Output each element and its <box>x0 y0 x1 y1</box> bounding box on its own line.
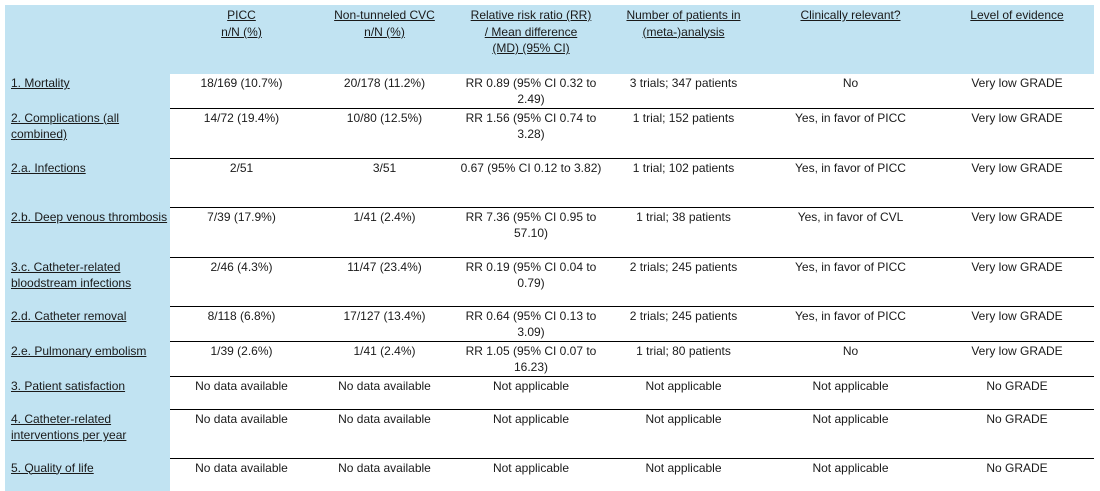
patients-value: Not applicable <box>606 376 761 409</box>
risk-ratio-value: RR 1.56 (95% CI 0.74 to 3.28) <box>456 108 606 158</box>
evidence-table <box>5 5 1094 491</box>
cvc-value: 11/47 (23.4%) <box>313 257 456 306</box>
picc-value: 18/169 (10.7%) <box>200 75 283 90</box>
evidence-value: No GRADE <box>940 376 1094 409</box>
outcome-label: 2.d. Catheter removal <box>5 306 170 341</box>
risk-ratio-value: RR 0.89 (95% CI 0.32 to 2.49) <box>465 75 597 106</box>
header-evidence: Level of evidence <box>940 5 1094 74</box>
cvc-value: 17/127 (13.4%) <box>313 306 456 341</box>
evidence-value: No GRADE <box>940 409 1094 458</box>
relevance-value: Yes, in favor of PICC <box>761 306 940 341</box>
header-picc: PICC n/N (%) <box>170 5 313 74</box>
patients-value: 3 trials; 347 patients <box>629 75 738 90</box>
risk-ratio-value: Not applicable <box>456 376 606 409</box>
picc-value: No data available <box>170 376 313 409</box>
evidence-value: Very low GRADE <box>940 207 1094 257</box>
relevance-value: Yes, in favor of PICC <box>761 108 940 158</box>
cvc-value: No data available <box>313 409 456 458</box>
picc-value: 2/46 (4.3%) <box>170 257 313 306</box>
picc-value: 2/51 <box>170 158 313 207</box>
header-cvc: Non-tunneled CVC n/N (%) <box>313 5 456 74</box>
outcome-label: 2.a. Infections <box>5 158 170 207</box>
table-row <box>5 74 1094 109</box>
patients-value: 1 trial; 38 patients <box>606 207 761 257</box>
relevance-value: Yes, in favor of CVL <box>761 207 940 257</box>
cvc-value: 10/80 (12.5%) <box>313 108 456 158</box>
risk-ratio-value: RR 1.05 (95% CI 0.07 to 16.23) <box>456 341 606 376</box>
header-risk-ratio: Relative risk ratio (RR) / Mean difference (MD) (95% CI) <box>456 5 606 74</box>
relevance-value: Not applicable <box>761 409 940 458</box>
outcome-label: 3. Patient satisfaction <box>5 376 170 409</box>
evidence-value: Very low GRADE <box>971 75 1063 90</box>
header-patients: Number of patients in (meta-)analysis <box>606 5 761 74</box>
outcome-label: 1. Mortality <box>5 74 170 109</box>
table-row <box>5 341 1094 376</box>
risk-ratio-value: RR 0.64 (95% CI 0.13 to 3.09) <box>456 306 606 341</box>
evidence-value: Very low GRADE <box>940 108 1094 158</box>
table-row <box>5 108 1094 158</box>
patients-value: 1 trial; 152 patients <box>606 108 761 158</box>
cvc-value: No data available <box>313 376 456 409</box>
outcome-label: 2.b. Deep venous thrombosis <box>5 207 170 257</box>
header-outcome <box>5 5 170 74</box>
picc-value: 14/72 (19.4%) <box>170 108 313 158</box>
evidence-value: Very low GRADE <box>940 257 1094 306</box>
patients-value: 1 trial; 102 patients <box>606 158 761 207</box>
picc-value: 1/39 (2.6%) <box>170 341 313 376</box>
evidence-value: Very low GRADE <box>940 306 1094 341</box>
risk-ratio-value: RR 0.19 (95% CI 0.04 to 0.79) <box>456 257 606 306</box>
picc-value: No data available <box>170 458 313 491</box>
cvc-value: 20/178 (11.2%) <box>343 75 426 90</box>
risk-ratio-value: Not applicable <box>456 409 606 458</box>
risk-ratio-value: RR 7.36 (95% CI 0.95 to 57.10) <box>456 207 606 257</box>
table-row <box>5 158 1094 207</box>
picc-value: 8/118 (6.8%) <box>170 306 313 341</box>
outcome-label: 4. Catheter-related interventions per year <box>5 409 170 458</box>
relevance-value: Yes, in favor of PICC <box>761 158 940 207</box>
patients-value: 2 trials; 245 patients <box>606 257 761 306</box>
risk-ratio-value: Not applicable <box>456 458 606 491</box>
table-row <box>5 458 1094 491</box>
outcome-label: 3.c. Catheter-related bloodstream infections <box>5 257 170 306</box>
evidence-value: Very low GRADE <box>940 158 1094 207</box>
evidence-value: No GRADE <box>940 458 1094 491</box>
outcome-label: 5. Quality of life <box>5 458 170 491</box>
outcome-label: 2.e. Pulmonary embolism <box>5 341 170 376</box>
picc-value: 7/39 (17.9%) <box>170 207 313 257</box>
table-row <box>5 257 1094 306</box>
header-clinically-relevant: Clinically relevant? <box>761 5 940 74</box>
cvc-value: No data available <box>313 458 456 491</box>
relevance-value: Not applicable <box>761 376 940 409</box>
evidence-value: Very low GRADE <box>940 341 1094 376</box>
table-row <box>5 207 1094 257</box>
outcome-label: 2. Complications (all combined) <box>5 108 170 158</box>
patients-value: 1 trial; 80 patients <box>606 341 761 376</box>
patients-value: 2 trials; 245 patients <box>606 306 761 341</box>
relevance-value: Not applicable <box>761 458 940 491</box>
table-row <box>5 306 1094 341</box>
picc-value: No data available <box>170 409 313 458</box>
table-row <box>5 409 1094 458</box>
cvc-value: 1/41 (2.4%) <box>313 207 456 257</box>
relevance-value: No <box>761 341 940 376</box>
patients-value: Not applicable <box>606 458 761 491</box>
cvc-value: 3/51 <box>313 158 456 207</box>
relevance-value: Yes, in favor of PICC <box>761 257 940 306</box>
relevance-value: No <box>842 75 859 90</box>
patients-value: Not applicable <box>606 409 761 458</box>
risk-ratio-value: 0.67 (95% CI 0.12 to 3.82) <box>456 158 606 207</box>
header-row <box>5 5 1094 74</box>
cvc-value: 1/41 (2.4%) <box>313 341 456 376</box>
table-row <box>5 376 1094 409</box>
